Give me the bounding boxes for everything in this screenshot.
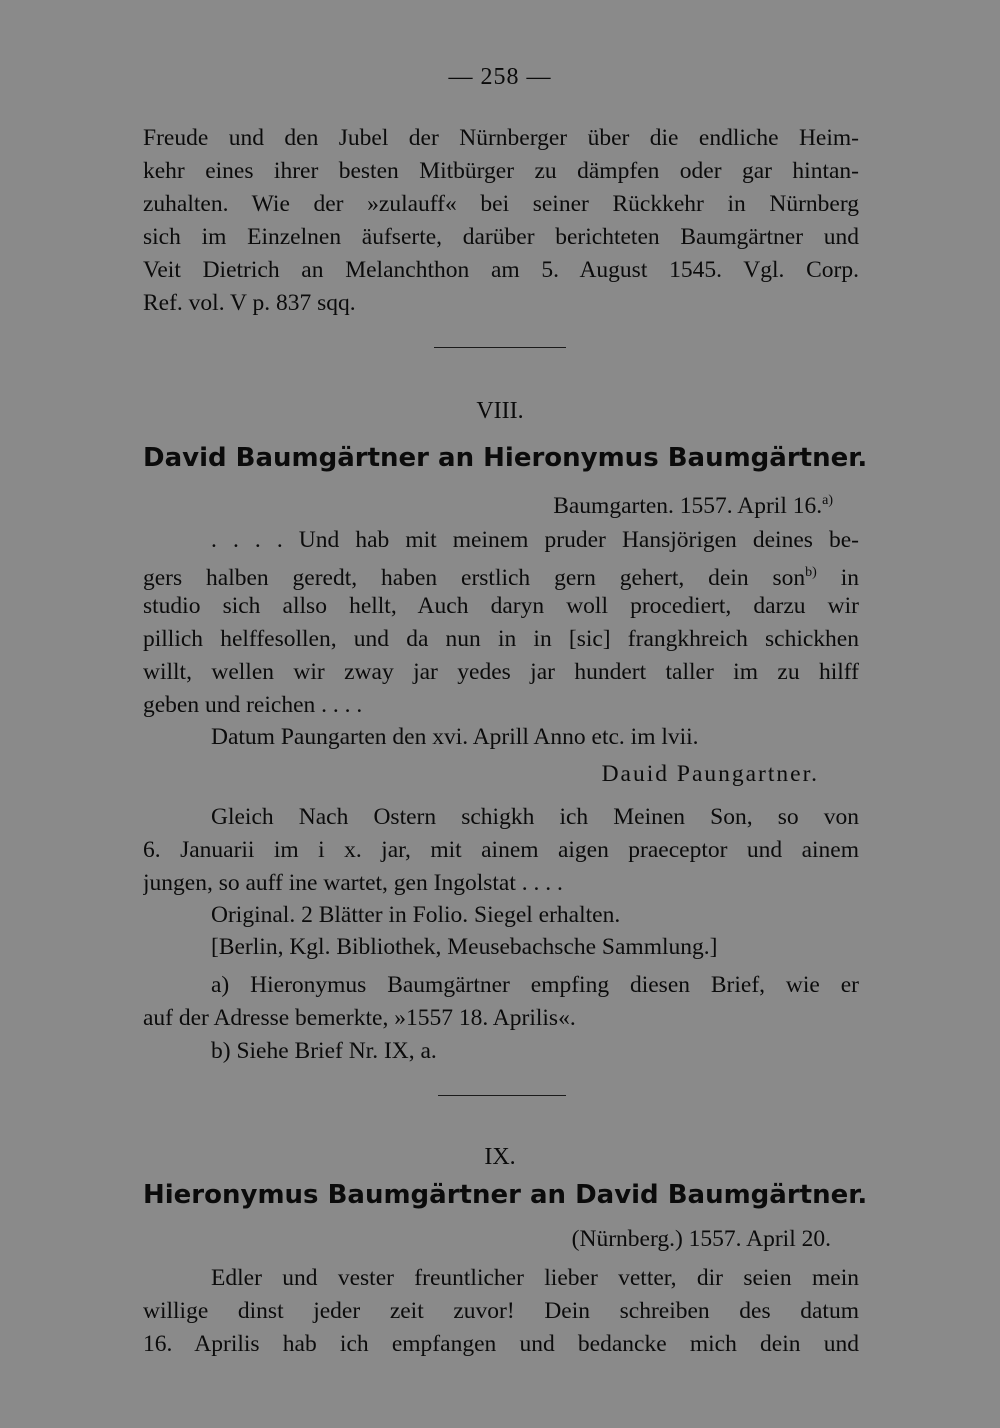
letter-line: pillich helffesollen, und da nun in in [sic] frangkhreich schickhen	[143, 626, 859, 652]
intro-line: Ref. vol. V p. 837 sqq.	[143, 290, 356, 316]
postscript-line: jungen, so auff ine wartet, gen Ingolstat . . . .	[143, 870, 563, 896]
place-date: (Nürnberg.) 1557. April 20.	[571, 1226, 831, 1252]
footnote-a: a) Hieronymus Baumgärtner empfing diesen Brief, wie er	[211, 972, 859, 998]
footnote-marker: a)	[822, 493, 833, 508]
postscript-line: 6. Januarii im i x. jar, mit ainem aigen praeceptor und ainem	[143, 837, 859, 863]
letter-line: geben und reichen . . . .	[143, 692, 363, 718]
source-note: [Berlin, Kgl. Bibliothek, Meusebachsche Sammlung.]	[211, 934, 718, 960]
letter-line: gers halben geredt, haben erstlich gern gehert, dein son$^{b)}$ in	[143, 564, 859, 591]
intro-line: sich im Einzelnen äufserte, darüber berichteten Baumgärtner und	[143, 224, 859, 250]
footnote-marker: b)	[805, 565, 817, 580]
footnote-a: auf der Adresse bemerkte, »1557 18. Aprilis«.	[143, 1005, 576, 1031]
place-date: Baumgarten. 1557. April 16.$^{a)}$	[553, 492, 833, 519]
letter-line: Edler und vester freuntlicher lieber vetter, dir seien mein	[211, 1265, 859, 1291]
letter-line: willt, wellen wir zway jar yedes jar hundert taller im zu hilff	[143, 659, 859, 685]
intro-line: Veit Dietrich an Melanchthon am 5. August 1545. Vgl. Corp.	[143, 257, 859, 283]
footnote-b: b) Siehe Brief Nr. IX, a.	[211, 1038, 437, 1064]
intro-line: zuhalten. Wie der »zulauff« bei seiner Rückkehr in Nürnberg	[143, 191, 859, 217]
page-number: — 258 —	[448, 64, 552, 90]
original-note: Original. 2 Blätter in Folio. Siegel erhalten.	[211, 902, 621, 928]
postscript-line: Gleich Nach Ostern schigkh ich Meinen Son, so von	[211, 804, 859, 830]
section-divider	[434, 347, 566, 348]
letter-line: studio sich allso hellt, Auch daryn woll procediert, darzu wir	[143, 593, 859, 619]
letter-line: willige dinst jeder zeit zuvor! Dein schreiben des datum	[143, 1298, 859, 1324]
signature: Dauid Paungartner.	[601, 761, 819, 787]
letter-heading: David Baumgärtner an Hieronymus Baumgärtner.	[143, 443, 868, 473]
section-numeral: IX.	[484, 1144, 516, 1170]
datum-line: Datum Paungarten den xvi. Aprill Anno etc. im lvii.	[211, 724, 699, 750]
section-numeral: VIII.	[476, 398, 524, 424]
letter-heading: Hieronymus Baumgärtner an David Baumgärtner.	[143, 1180, 868, 1210]
letter-line: . . . . Und hab mit meinem pruder Hansjörigen deines be-	[211, 527, 859, 553]
intro-line: Freude und den Jubel der Nürnberger über die endliche Heim-	[143, 125, 859, 151]
section-divider	[438, 1095, 566, 1096]
letter-line: 16. Aprilis hab ich empfangen und bedancke mich dein und	[143, 1331, 859, 1357]
intro-line: kehr eines ihrer besten Mitbürger zu dämpfen oder gar hintan-	[143, 158, 859, 184]
